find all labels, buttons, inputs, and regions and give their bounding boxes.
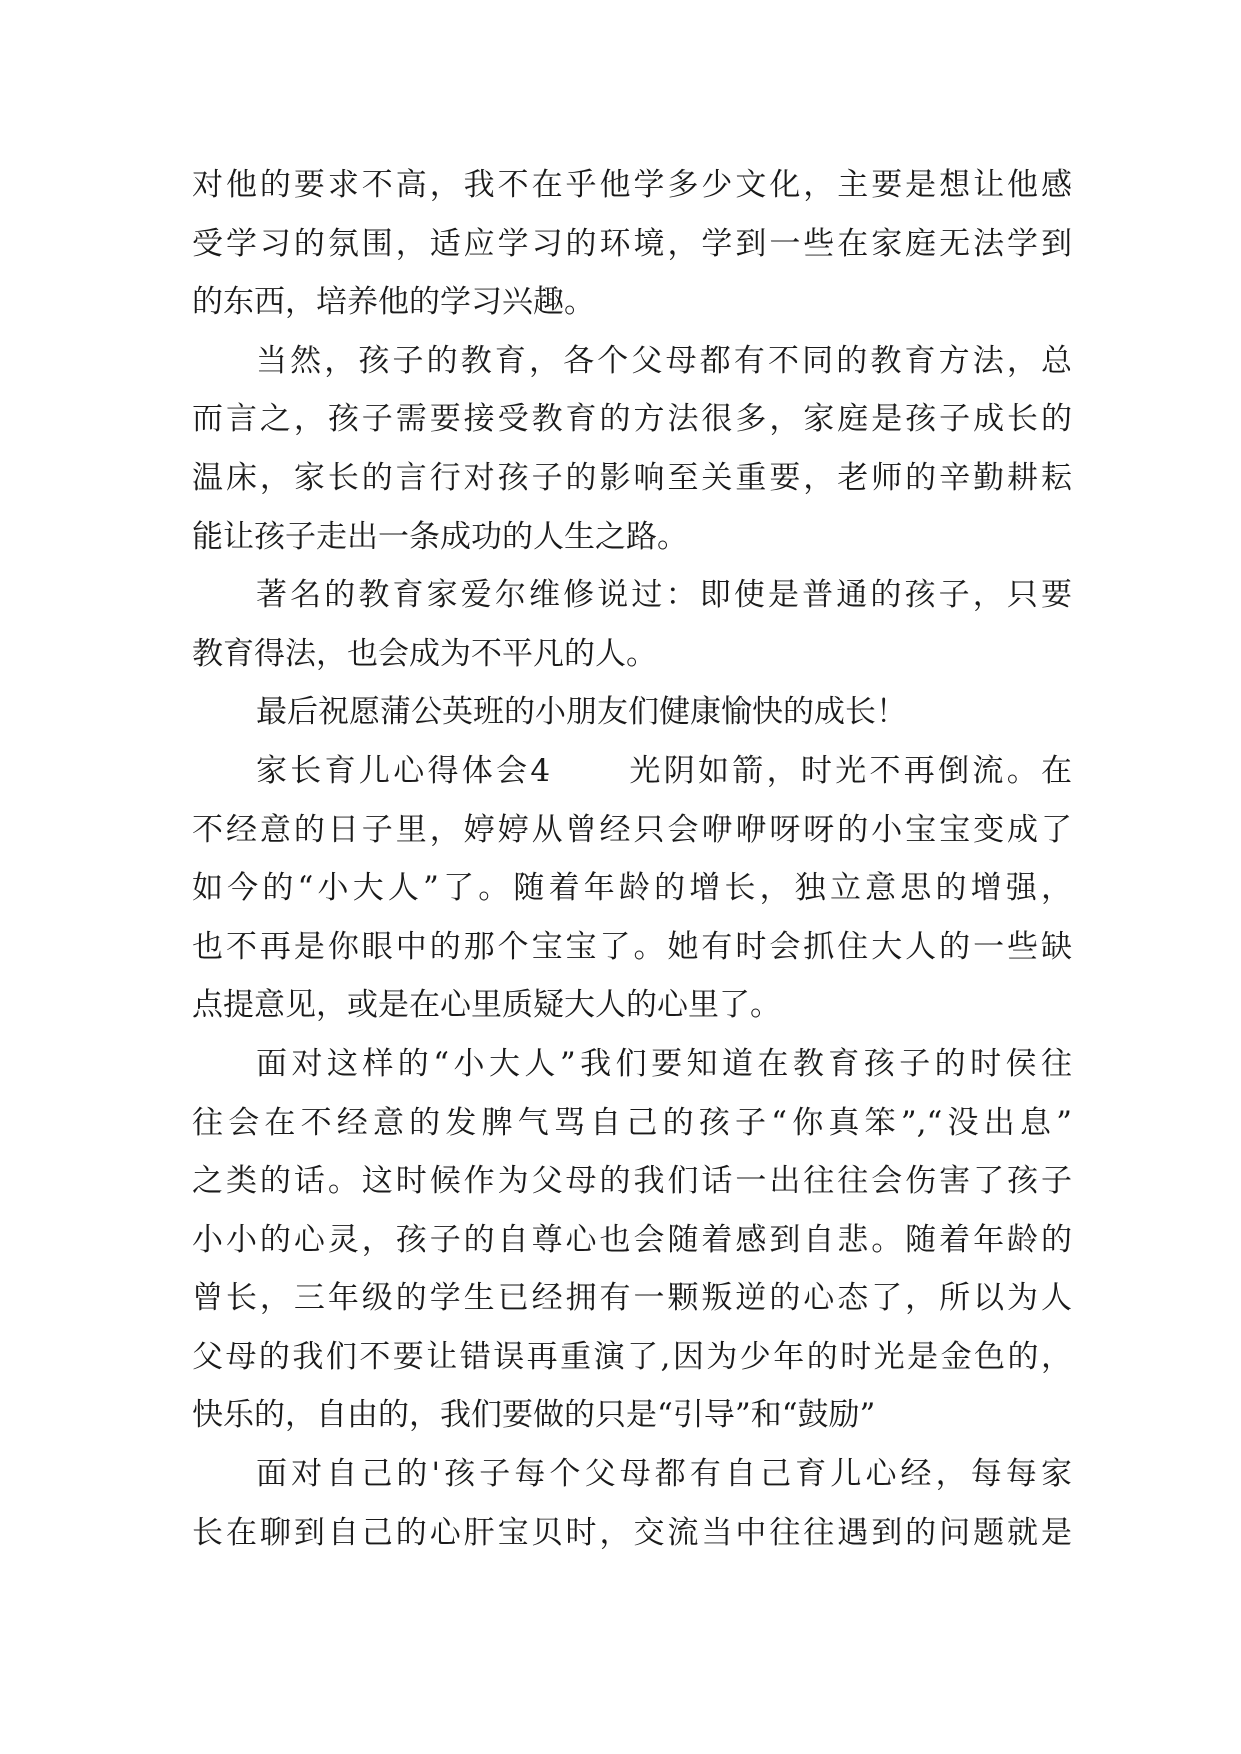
- text-line: 最后祝愿蒲公英班的小朋友们健康愉快的成长！: [256, 694, 907, 731]
- text-line: 父母的我们不要让错误再重演了,因为少年的时光是金色的，: [192, 1338, 1072, 1375]
- text-line: 面对这样的“小大人”我们要知道在教育孩子的时侯往: [256, 1045, 1072, 1082]
- text-line: 快乐的，自由的，我们要做的只是“引导”和“鼓励”: [192, 1397, 876, 1434]
- text-line: 温床，家长的言行对孩子的影响至关重要，老师的辛勤耕耘: [192, 459, 1072, 496]
- text-line: 教育得法，也会成为不平凡的人。: [192, 635, 657, 672]
- text-line: 的东西，培养他的学习兴趣。: [192, 284, 595, 321]
- text-line: 往会在不经意的发脾气骂自己的孩子“你真笨”,“没出息”: [192, 1104, 1072, 1141]
- text-line: 而言之，孩子需要接受教育的方法很多，家庭是孩子成长的: [192, 401, 1072, 438]
- section-heading: 家长育儿心得体会4: [256, 752, 551, 789]
- text-line-with-heading: [192, 742, 1072, 801]
- text-line: 不经意的日子里，婷婷从曾经只会咿咿呀呀的小宝宝变成了: [192, 811, 1072, 848]
- text-line-continuation: 光阴如箭，时光不再倒流。在: [626, 752, 1072, 789]
- text-line: 小小的心灵，孩子的自尊心也会随着感到自悲。随着年龄的: [192, 1221, 1072, 1258]
- text-line: 能让孩子走出一条成功的人生之路。: [192, 518, 688, 555]
- text-line: 曾长，三年级的学生已经拥有一颗叛逆的心态了，所以为人: [192, 1280, 1072, 1317]
- text-line: 也不再是你眼中的那个宝宝了。她有时会抓住大人的一些缺: [192, 928, 1072, 965]
- body-text: [192, 156, 1072, 1562]
- text-line: 之类的话。这时候作为父母的我们话一出往往会伤害了孩子: [192, 1163, 1072, 1200]
- text-line: 著名的教育家爱尔维修说过：即使是普通的孩子，只要: [256, 577, 1072, 614]
- text-line: 长在聊到自己的心肝宝贝时，交流当中往往遇到的问题就是: [192, 1514, 1072, 1551]
- text-line: 受学习的氛围，适应学习的环境，学到一些在家庭无法学到: [192, 225, 1072, 262]
- text-line: 如今的“小大人”了。随着年龄的增长，独立意思的增强，: [192, 870, 1072, 907]
- text-line: 当然，孩子的教育，各个父母都有不同的教育方法，总: [256, 342, 1072, 379]
- text-line: 对他的要求不高，我不在乎他学多少文化，主要是想让他感: [192, 167, 1072, 203]
- text-line: 点提意见，或是在心里质疑大人的心里了。: [192, 987, 781, 1024]
- text-line: 面对自己的'孩子每个父母都有自己育儿心经，每每家: [256, 1456, 1072, 1493]
